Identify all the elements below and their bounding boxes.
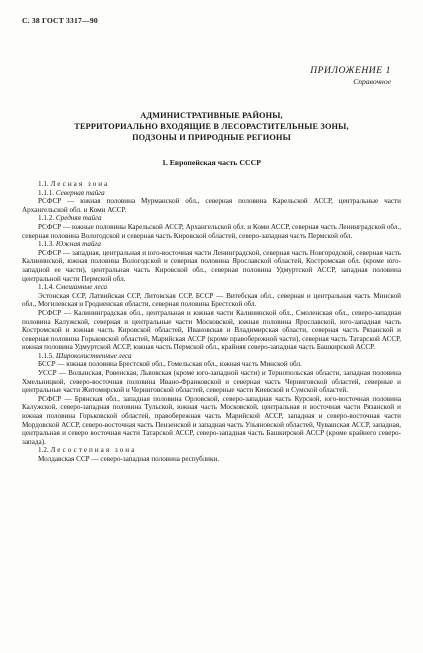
appendix-note: Справочное <box>353 77 391 86</box>
heading-text: Лесная зона <box>50 180 110 188</box>
title-line-3: ПОДЗОНЫ И ПРИРОДНЫЕ РЕГИОНЫ <box>132 133 291 142</box>
paragraph: РСФСР — Калининградская обл., центральная и южная части Калининской обл., Смоленская обл., северо-западная половина Калужской, северная и центральные части Московской, южная половина Ярославской, юго-западная часть Костромской и южная часть Кировской областей, Ивановская и Владимирская области, северная часть Рязанской и северная половина Горьковской областей, Марийская АССР (кроме правобережной части), северная часть Татарской АССР, южная половина Удмуртской АССР, южная часть Пермской обл., крайняя северо-западная часть Башкирской АССР. <box>22 308 401 352</box>
running-head: С. 38 ГОСТ 3317—90 <box>22 16 98 25</box>
heading-1-1-5 <box>22 352 401 361</box>
document-title <box>22 110 401 143</box>
paragraph: РСФСР — западная, центральная и юго-восточная части Ленинградской, северная часть Новгородской, северная часть Калининской, южная половина Вологодской и северная половина Ярославской областей, Костромская обл. (кроме юго-западной ее части), центральная часть Кировской обл., северная половина Удмуртской АССР, западная половина центральной части Пермской обл. <box>22 248 401 283</box>
paragraph: Молдавская ССР — северо-западная половина республики. <box>38 455 220 463</box>
heading-text: Средняя тайга <box>55 214 102 223</box>
heading-text: Смешанные леса <box>55 283 108 292</box>
heading-1-1-3 <box>22 240 401 249</box>
appendix-title: ПРИЛОЖЕНИЕ 1 <box>310 66 391 76</box>
paragraph: РСФСР — южная половина Мурманской обл., северная половина Карельской АССР, центральные части Архангельской обл. и Коми АССР. <box>22 197 401 214</box>
paragraph: РСФСР — южные половины Карельской АССР, Архангельской обл. и Коми АССР, северная часть Ленинградской обл., северная половина Вологодской и северная часть Кировской областей, северо-западная часть Пермской обл. <box>22 222 401 240</box>
heading-text: Лесостепная зона <box>50 446 137 455</box>
title-line-1: АДМИНИСТРАТИВНЫЕ РАЙОНЫ, <box>140 111 283 120</box>
heading-number: 1.1.5. <box>38 351 55 360</box>
paragraph: Эстонская ССР, Латвийская ССР, Литовская ССР, БССР — Витебская обл., северная и центральная часть Минской обл., Могилевская и Гродненская области, северная половина Брестской обл. <box>22 291 401 309</box>
heading-number: 1.1.2. <box>38 214 55 223</box>
heading-number: 1.1. <box>38 180 49 188</box>
document-body <box>22 180 401 464</box>
heading-text: Северная тайга <box>55 188 105 197</box>
heading-number: 1.2. <box>38 446 49 455</box>
heading-1-1-4 <box>22 283 401 292</box>
heading-number: 1.1.3. <box>38 240 55 249</box>
heading-number: 1.1.4. <box>38 283 55 292</box>
heading-1-1 <box>22 180 401 189</box>
heading-1-2 <box>22 446 401 455</box>
appendix-label <box>310 66 391 86</box>
heading-1-1-1 <box>22 189 401 198</box>
paragraph: РСФСР — Брянская обл., западная половина Орловской, северо-западная часть Курской, юго-восточная половина Калужской, северо-западная половина Тульской, южная часть Московской, центральная и восточная части Рязанской и южная половина Горьковской областей, правобережная часть Марийской АССР, западная и северо-восточная части Мордовской АССР, северо-восточная часть Пензенской и западная часть Ульяновской областей, Чувашская АССР, западная, центральная и северо восточная части Татарской АССР, северо-западная часть Башкирской АССР (кроме крайнего северо-запада). <box>22 394 401 446</box>
heading-text: Южная тайга <box>55 240 101 249</box>
heading-text: Широколиственные леса <box>55 351 132 360</box>
paragraph: УССР — Волынская, Ровенская, Львовская (кроме юго-западной части) и Тернопольская области, западная половина Хмельницкой, северо-восточная половина Ивано-Франковской и северная часть Черниговской областей, северные и центральные части Житомирской и Черниговской областей, северные части Киевской и Сумской областей. <box>22 369 401 395</box>
paragraph: БССР — южная половина Брестской обл., Гомельская обл., южная часть Минской обл. <box>38 360 302 369</box>
heading-number: 1.1.1. <box>38 188 55 197</box>
heading-1-1-2 <box>22 214 401 223</box>
section-title: 1. Европейская часть СССР <box>161 158 262 167</box>
title-line-2: ТЕРРИТОРИАЛЬНО ВХОДЯЩИЕ В ЛЕСОРАСТИТЕЛЬНЫЕ ЗОНЫ, <box>74 122 349 131</box>
